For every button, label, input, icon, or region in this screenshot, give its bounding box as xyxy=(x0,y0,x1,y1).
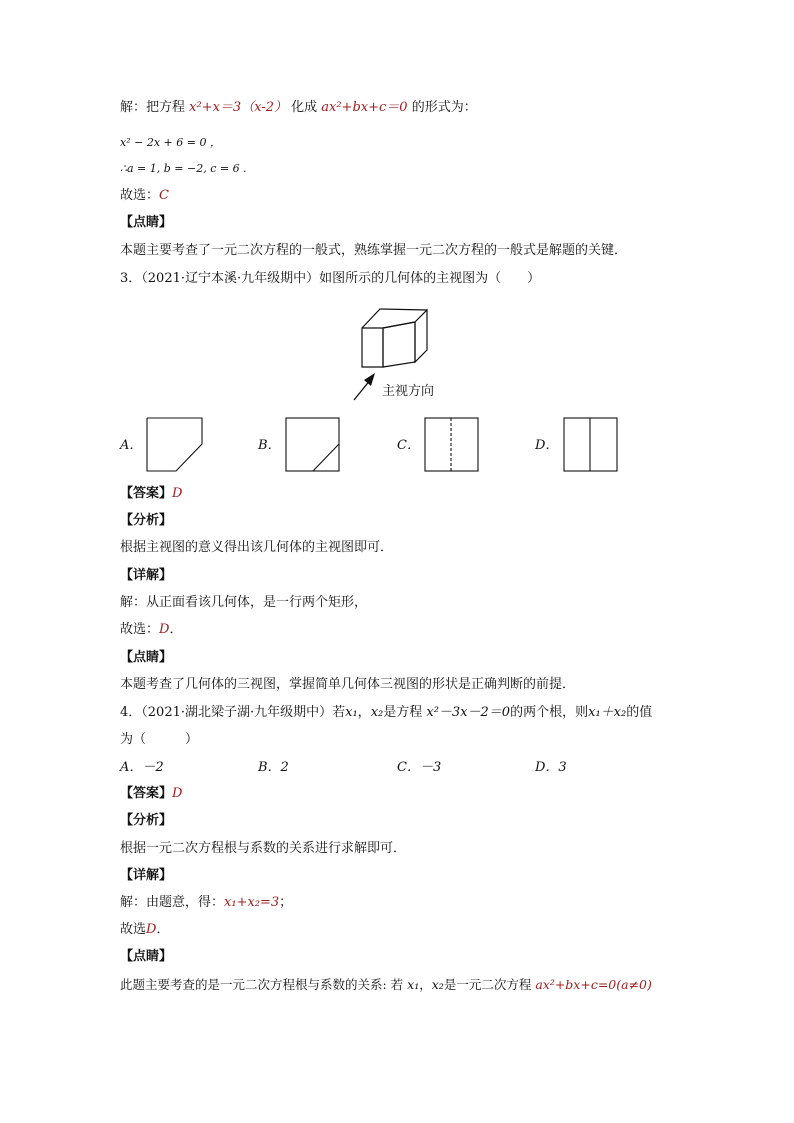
solid-figure xyxy=(362,309,427,367)
q3-answer-value: D xyxy=(172,486,183,501)
q4-equation: x²－3x－2＝0 xyxy=(426,705,511,720)
q3-analysis-label: 【分析】 xyxy=(120,513,173,528)
q4-detail-prefix: 解：由题意，得： xyxy=(120,895,225,910)
q4-analysis-label: 【分析】 xyxy=(120,813,173,828)
q4-option-b: B．2 xyxy=(258,760,289,775)
solid-right-face xyxy=(415,310,427,362)
q3-choose-label: 故选： xyxy=(120,622,160,637)
q3-choose xyxy=(120,621,182,639)
q4-detail xyxy=(120,894,292,912)
q4-answer-label: 【答案】 xyxy=(120,786,173,801)
q3-option-b-label: B． xyxy=(258,438,281,453)
solid-side-face xyxy=(383,322,415,367)
option-a-figure xyxy=(147,418,202,471)
q3-option-a-label: A． xyxy=(120,438,143,453)
q4-dianjing-text xyxy=(120,976,652,994)
q3-option-c-label: C． xyxy=(397,438,420,453)
q2-choose-label: 故选： xyxy=(120,188,160,203)
q4-comma: ， xyxy=(357,705,371,720)
q4-answer xyxy=(120,785,182,803)
q3-option-d-label: D． xyxy=(535,438,559,453)
q2-solution-prefix: 解：把方程 xyxy=(120,100,186,115)
q4-dianjing-x1: x₁ xyxy=(407,977,420,992)
q4-stem-b: 是方程 xyxy=(383,705,423,720)
solid-top-edge xyxy=(362,309,427,328)
view-arrow xyxy=(354,373,375,400)
q4-stem-line1 xyxy=(120,704,652,722)
q3-answer-label: 【答案】 xyxy=(120,486,173,501)
q4-stem-line2: 为（ ） xyxy=(120,732,199,747)
solid-top-mid-edge xyxy=(383,322,415,328)
q4-dianjing-text-b: 是一元二次方程 xyxy=(443,977,532,992)
q2-dianjing-label: 【点睛】 xyxy=(120,215,173,230)
q4-answer-value: D xyxy=(172,786,183,801)
q3-dianjing-label: 【点睛】 xyxy=(120,650,173,665)
q4-stem-a: 4．（2021·湖北梁子湖·九年级期中）若 xyxy=(120,705,346,720)
q4-detail-eq: x₁+x₂=3 xyxy=(224,895,280,910)
q3-choose-value: D xyxy=(159,622,170,637)
q3-detail-label: 【详解】 xyxy=(120,568,173,583)
q4-sum: x₁＋x₂ xyxy=(588,705,627,720)
q3-choose-end: ． xyxy=(169,622,183,637)
q4-stem-c: 的两个根，则 xyxy=(510,705,589,720)
option-b-figure xyxy=(286,418,339,471)
q3-analysis-text: 根据主视图的意义得出该几何体的主视图即可． xyxy=(120,540,394,555)
q3-detail-text: 解：从正面看该几何体，是一行两个矩形， xyxy=(120,595,368,610)
q4-option-d: D．3 xyxy=(535,760,567,775)
solid-front-face xyxy=(362,328,383,367)
q4-choose-label: 故选 xyxy=(120,922,147,937)
q3-stem: 3．（2021·辽宁本溪·九年级期中）如图所示的几何体的主视图为（ ） xyxy=(120,271,541,286)
q4-option-c: C．－3 xyxy=(397,760,442,775)
option-b-diagonal xyxy=(313,444,339,471)
q4-choose-end: ． xyxy=(156,922,170,937)
q2-suffix: 的形式为： xyxy=(411,100,477,115)
q4-choose-value: D xyxy=(146,922,157,937)
q4-x2: x₂ xyxy=(370,705,384,720)
q4-dianjing-comma: ， xyxy=(419,977,432,992)
q2-line-eq: x² − 2x + 6 = 0 ， xyxy=(120,136,221,149)
q3-dianjing-text: 本题考查了几何体的三视图，掌握简单几何体三视图的形状是正确判断的前提． xyxy=(120,677,576,692)
q4-dianjing-text-a: 此题主要考查的是一元二次方程根与系数的关系: 若 xyxy=(120,977,404,992)
q2-choose-value: C xyxy=(159,188,169,203)
q4-option-a: A．－2 xyxy=(120,760,164,775)
q4-dianjing-x2: x₂ xyxy=(431,977,444,992)
q2-eq-original: x²+x＝3（x-2） xyxy=(189,100,287,115)
q4-analysis-text: 根据一元二次方程根与系数的关系进行求解即可． xyxy=(120,841,407,856)
view-direction-label: 主视方向 xyxy=(382,384,435,399)
q4-detail-end: ； xyxy=(279,895,293,910)
q2-line-coef: ∴a = 1, b = −2, c = 6 . xyxy=(120,162,247,175)
q2-eq-general: ax²+bx+c＝0 xyxy=(321,100,408,115)
q3-answer xyxy=(120,485,182,503)
q4-detail-label: 【详解】 xyxy=(120,868,173,883)
q2-to-text: 化成 xyxy=(291,100,318,115)
q4-stem-d: 的值 xyxy=(626,705,653,720)
q4-x1: x₁ xyxy=(345,705,358,720)
q4-dianjing-eq: ax²+bx+c=0(a≠0) xyxy=(535,977,652,992)
q4-choose xyxy=(120,921,169,939)
q2-dianjing-text: 本题主要考查了一元二次方程的一般式，熟练掌握一元二次方程的一般式是解题的关键． xyxy=(120,243,628,258)
q4-dianjing-label: 【点睛】 xyxy=(120,949,173,964)
